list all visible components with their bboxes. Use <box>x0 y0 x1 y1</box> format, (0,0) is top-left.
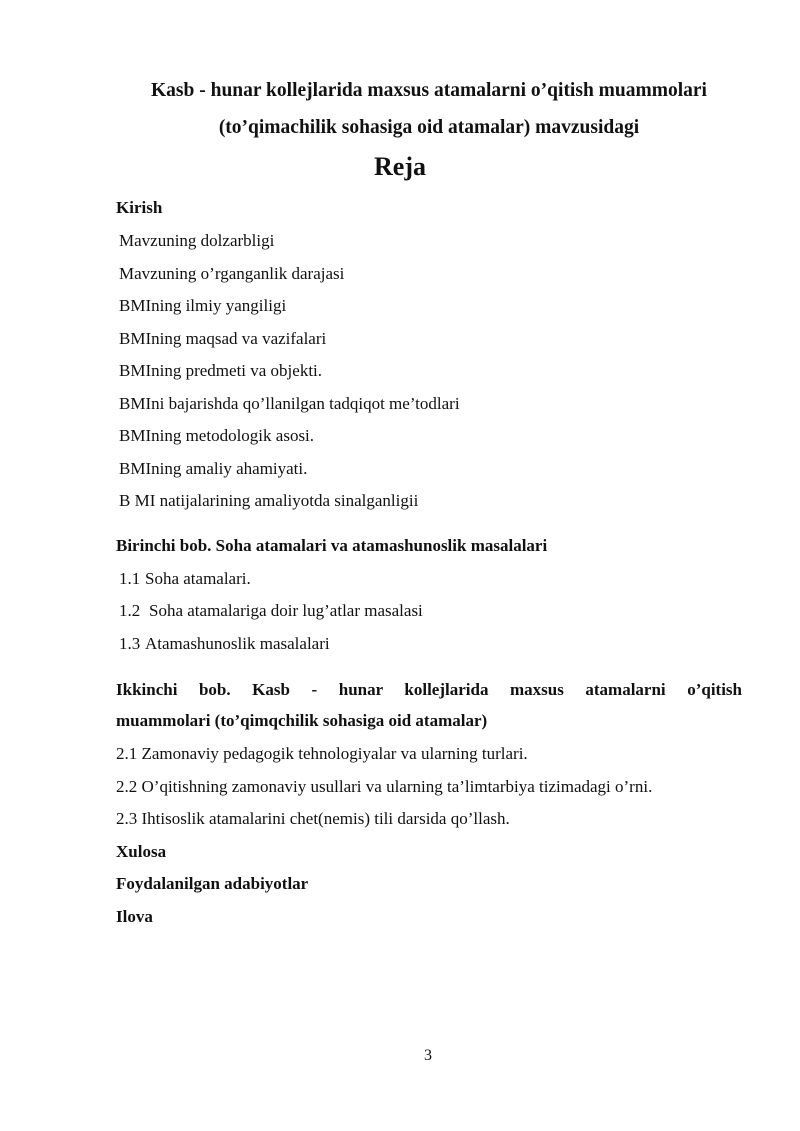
chapter1-heading: Birinchi bob. Soha atamalari va atamashunoslik masalalari <box>116 536 548 555</box>
section-number: 1.3 <box>119 634 141 653</box>
section-title: Soha atamalariga doir lug’atlar masalasi <box>149 601 423 620</box>
section-title: Soha atamalari. <box>145 569 251 588</box>
section-title: Atamashunoslik masalalari <box>145 634 330 653</box>
intro-item: B MI natijalarining amaliyotda sinalganligii <box>119 491 419 510</box>
chapter1-item <box>119 601 423 621</box>
page-number: 3 <box>424 1047 432 1064</box>
chapter2-item: 2.2 O’qitishning zamonaviy usullari va ularning ta’limtarbiya tizimadagi o’rni. <box>116 777 653 796</box>
chapter2-item: 2.3 Ihtisoslik atamalarini chet(nemis) tili darsida qo’llash. <box>116 809 510 828</box>
chapter1-item <box>119 569 251 589</box>
section-number: 1.1 <box>119 569 141 588</box>
appendix-heading: Ilova <box>116 907 153 926</box>
intro-item: BMIning ilmiy yangiligi <box>119 296 287 315</box>
intro-item: BMIning metodologik asosi. <box>119 426 315 445</box>
plan-heading: Reja <box>374 152 426 181</box>
chapter2-heading-line-2: muammolari (to’qimqchilik sohasiga oid atamalar) <box>116 711 488 730</box>
chapter2-heading-text: Ikkinchi bob. Kasb - hunar kollejlarida maxsus atamalarni o’qitish <box>116 680 742 699</box>
intro-item: BMIni bajarishda qo’llanilgan tadqiqot me’todlari <box>119 394 460 413</box>
intro-heading: Kirish <box>116 198 163 217</box>
chapter2-heading-line-1 <box>116 680 742 700</box>
conclusion-heading: Xulosa <box>116 842 167 861</box>
chapter1-item <box>119 634 330 654</box>
intro-item: BMIning amaliy ahamiyati. <box>119 459 308 478</box>
document-title-line-1: Kasb - hunar kollejlarida maxsus atamalarni o’qitish muammolari <box>151 80 707 101</box>
intro-item: BMIning maqsad va vazifalari <box>119 329 327 348</box>
chapter2-item: 2.1 Zamonaviy pedagogik tehnologiyalar va ularning turlari. <box>116 744 528 763</box>
document-title-line-2: (to’qimachilik sohasiga oid atamalar) mavzusidagi <box>218 117 640 138</box>
section-number: 1.2 <box>119 601 141 620</box>
intro-item: BMIning predmeti va objekti. <box>119 361 323 380</box>
references-heading: Foydalanilgan adabiyotlar <box>116 874 309 893</box>
intro-item: Mavzuning dolzarbligi <box>119 231 275 250</box>
intro-item: Mavzuning o’rganganlik darajasi <box>119 264 345 283</box>
